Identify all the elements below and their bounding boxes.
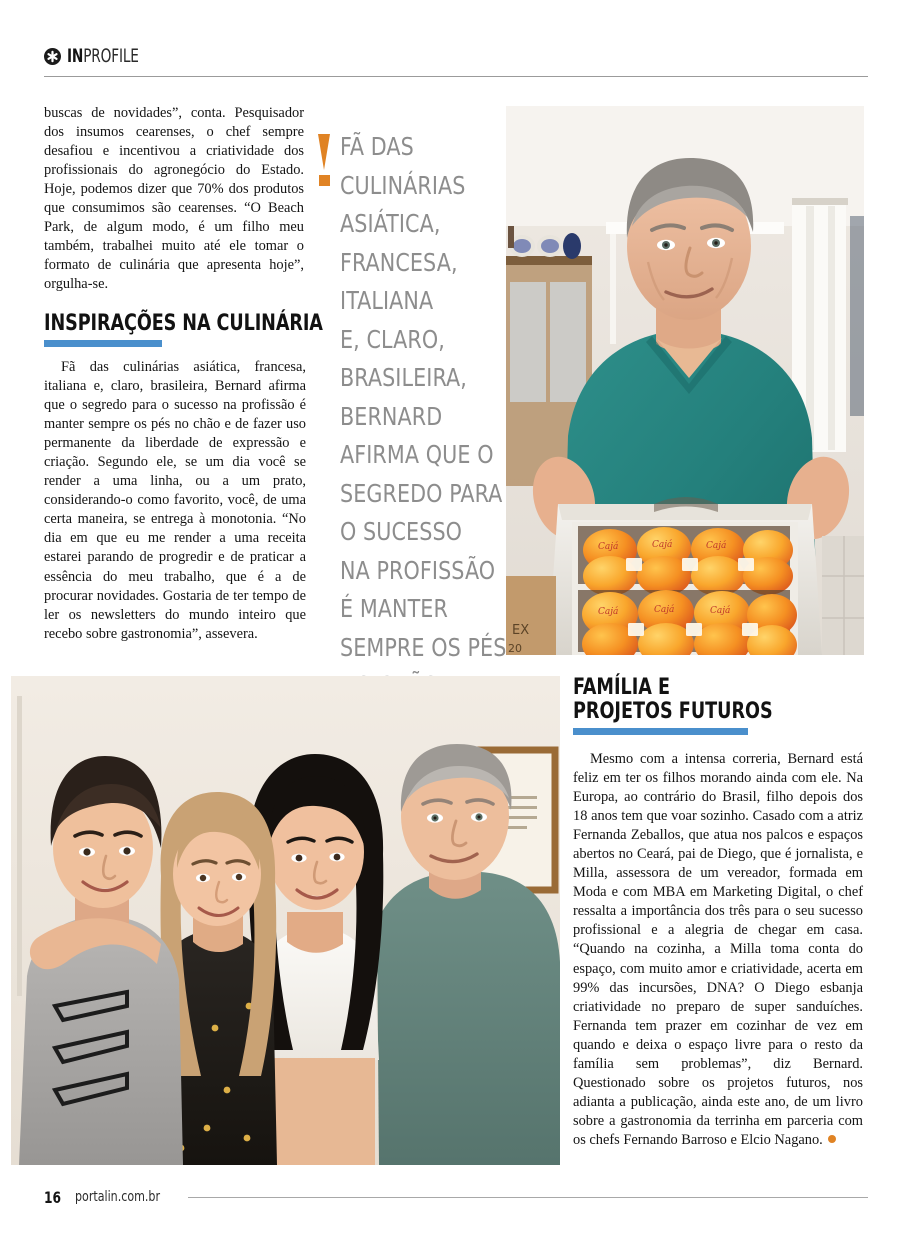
pull-quote-line: O SUCESSO — [340, 517, 463, 546]
svg-text:Cajá: Cajá — [710, 606, 731, 616]
pull-quote-line: ITALIANA — [340, 286, 434, 315]
section-familia — [573, 676, 863, 735]
section-heading-familia-line2: PROJETOS FUTUROS — [573, 697, 773, 724]
paragraph-familia — [573, 750, 863, 1150]
page-number: 16 — [44, 1187, 62, 1207]
photo-family-portrait — [11, 676, 560, 1165]
masthead — [44, 44, 868, 78]
section-rule-blue — [44, 340, 162, 347]
pull-quote-line: NA PROFISSÃO — [340, 555, 496, 585]
section-heading-familia-line1: FAMÍLIA E — [573, 674, 671, 700]
photo-family-illustration — [11, 676, 560, 1165]
publication-logo — [44, 44, 868, 68]
column-one-continued-text — [44, 104, 304, 294]
pull-quote-line: É MANTER — [340, 594, 448, 623]
pull-quote — [318, 128, 507, 706]
pull-quote-line: BERNARD — [340, 401, 443, 431]
footer-site-url: portalin.com.br — [75, 1189, 161, 1205]
section-inspiracoes — [44, 310, 323, 347]
pull-quote-line: SEGREDO PARA — [340, 478, 503, 508]
svg-text:Cajá: Cajá — [598, 542, 619, 552]
paragraph-inspiracoes: Fã das culinárias asiática, francesa, italiana e, claro, brasileira, Bernard afirma que o segredo para o sucesso na profissão é manter sempre os pés no chão e de fazer uso permanente da liberdade de expressão e criação. Segundo ele, se um dia você se render a uma linha, ou a um prato, considerando-o como favorito, você, de uma certa maneira, se entrega à monotonia. “No dia em que eu me render a uma receita estarei parando de progredir e de praticar a essência do meu trabalho, que é a de procurar novidades. Gostaria de ter tempo de ler os newsletters do mundo inteiro que recebo sobre gastronomia”, assevera. — [44, 359, 306, 642]
pull-quote-line: AFIRMA QUE O — [340, 440, 494, 469]
svg-text:Cajá: Cajá — [654, 605, 675, 615]
svg-text:20: 20 — [508, 642, 522, 655]
column-three-body — [573, 750, 863, 1150]
section-rule-blue — [573, 728, 748, 735]
svg-text:EX: EX — [512, 623, 530, 638]
logo-profile-text: PROFILE — [83, 44, 139, 67]
asterisk-badge-icon — [44, 48, 61, 65]
end-mark-icon — [828, 1135, 836, 1143]
photo-chef-with-crate — [506, 106, 864, 655]
pull-quote-line: FÃ DAS — [340, 132, 414, 161]
column-one-section-body — [44, 358, 306, 644]
pull-quote-line: CULINÁRIAS — [340, 170, 466, 200]
svg-text:Cajá: Cajá — [652, 540, 673, 550]
logo-in-text: IN — [67, 44, 84, 67]
exclamation-mark-icon — [318, 128, 331, 186]
pull-quote-line: SEMPRE OS PÉS — [340, 632, 507, 662]
svg-text:Cajá: Cajá — [706, 541, 727, 551]
section-heading-inspiracoes: INSPIRAÇÕES NA CULINÁRIA — [44, 310, 323, 336]
photo-chef-illustration — [506, 106, 864, 655]
paragraph-familia-text: Mesmo com a intensa correria, Bernard está feliz em ter os filhos morando ainda com ele. Na Europa, ao contrário do Brasil, filho depois dos 18 anos tem que voar sozinho. Casado com a atriz Fernanda Zeballos, que atua nos palcos e espaços abertos no Ceará, pai de Diego, que é jornalista, e Milla, assessora de um vereador, formada em Moda e com MBA em Marketing Digital, o chef ressalta a importância dos três para o seu sucesso profissional e a alegria de chegar em casa. “Quando na cozinha, a Milla toma conta do espaço, com muito amor e criatividade, acerta em 99% das incursões, DNA? O Diego esbanja criatividade no preparo de super sanduíches. Fernanda tem prazer em cozinhar de vez em quando e deixa o espaço livre para o resto da família sem problemas”, diz Bernard. Questionado sobre os projetos futuros, nos adianta a publicação, ainda este ano, de um livro sobre a gastronomia da terrinha em parceria com os chefs Fernando Barroso e Elcio Nagano. — [573, 751, 863, 1148]
paragraph-continued: buscas de novidades”, conta. Pesquisador dos insumos cearenses, o chef sempre desafiou e incentivou a criatividade dos profissionais do agronegócio do Estado. Hoje, podemos dizer que 70% dos produtos que consumimos são cearenses. “O Beach Park, de algum modo, é um filho meu também, trabalhei muito até ele tomar o formato de culinária que apresenta hoje”, orgulha-se. — [44, 105, 304, 293]
pull-quote-line: FRANCESA, — [340, 247, 458, 277]
page-footer — [44, 1186, 868, 1208]
pull-quote-line: E, CLARO, — [340, 324, 445, 354]
footer-rule — [188, 1197, 868, 1198]
masthead-divider — [44, 76, 868, 77]
svg-text:Cajá: Cajá — [598, 607, 619, 617]
pull-quote-line: ASIÁTICA, — [340, 209, 441, 238]
pull-quote-text — [340, 128, 506, 706]
pull-quote-line: BRASILEIRA, — [340, 363, 467, 392]
